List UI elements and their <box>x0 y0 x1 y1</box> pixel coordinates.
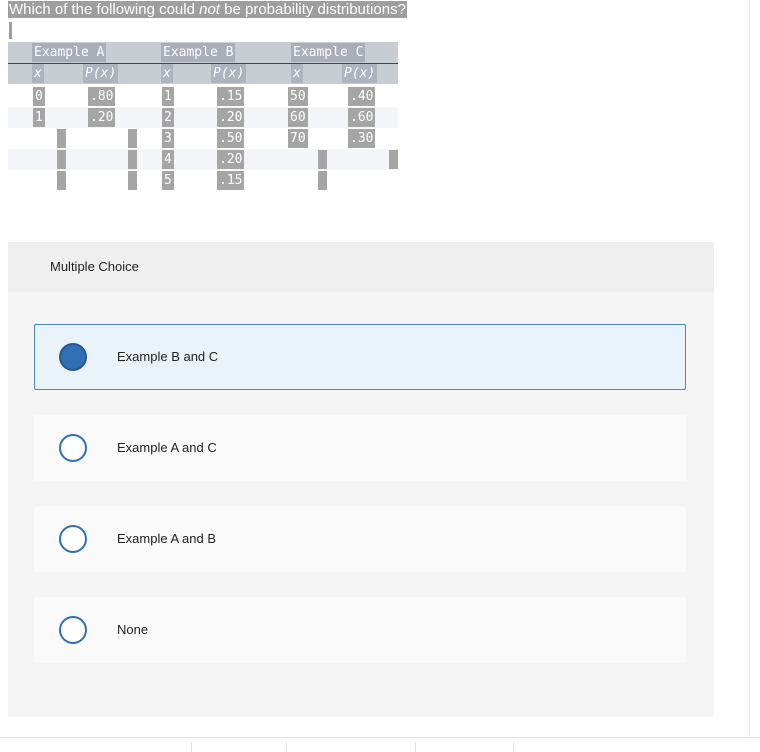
answer-option-none[interactable] <box>34 597 686 663</box>
toolbar-divider <box>415 742 416 752</box>
example-b-x-cell: 1 <box>164 89 172 104</box>
example-b-x-cell: 5 <box>164 173 172 188</box>
probability-distributions-table <box>8 42 398 192</box>
multiple-choice-panel <box>8 242 714 717</box>
toolbar-divider <box>286 742 287 752</box>
example-c-p-cell: .30 <box>350 131 374 146</box>
example-b-p-cell: .20 <box>219 110 243 125</box>
table-stripe <box>8 149 398 170</box>
empty-cell-marker <box>128 150 137 169</box>
empty-cell-marker <box>57 171 66 190</box>
answer-option-label: None <box>117 622 149 637</box>
empty-cell-marker <box>128 129 137 148</box>
example-b-p-cell: .15 <box>219 89 243 104</box>
example-b-p-header: P(x) <box>213 66 245 81</box>
bottom-toolbar <box>0 737 760 752</box>
toolbar-divider <box>191 742 192 752</box>
example-c-p-cell: .60 <box>350 110 374 125</box>
empty-cell-marker <box>318 150 327 169</box>
empty-cell-marker <box>128 171 137 190</box>
example-a-x-cell: 1 <box>35 110 43 125</box>
example-b-x-cell: 2 <box>164 110 172 125</box>
example-c-title: Example C <box>293 45 364 60</box>
question-part-after: be probability distributions? <box>219 1 406 18</box>
radio-button-selected-icon[interactable] <box>59 343 87 371</box>
radio-button-icon[interactable] <box>59 616 87 644</box>
example-c-p-cell: .40 <box>350 89 374 104</box>
example-a-p-cell: .20 <box>90 110 114 125</box>
example-b-x-header: x <box>163 66 171 81</box>
multiple-choice-header <box>8 242 714 292</box>
example-b-p-cell: .50 <box>219 131 243 146</box>
toolbar-divider <box>513 742 514 752</box>
example-a-p-header: P(x) <box>85 66 117 81</box>
multiple-choice-label: Multiple Choice <box>50 259 139 274</box>
example-b-x-cell: 4 <box>164 152 172 167</box>
example-b-title: Example B <box>163 45 234 60</box>
radio-button-icon[interactable] <box>59 525 87 553</box>
question-highlight <box>8 1 407 18</box>
empty-cell-marker <box>318 171 327 190</box>
page-right-edge <box>749 0 760 737</box>
example-b-p-cell: .15 <box>219 173 243 188</box>
empty-cell-marker <box>389 150 398 169</box>
question-emphasis: not <box>199 1 220 18</box>
example-c-x-cell: 60 <box>290 110 306 125</box>
answer-option-a-and-c[interactable] <box>34 415 686 481</box>
question-text <box>8 0 407 19</box>
answer-option-b-and-c[interactable] <box>34 324 686 390</box>
example-a-x-cell: 0 <box>35 89 43 104</box>
example-c-x-cell: 50 <box>290 89 306 104</box>
table-stripe <box>8 107 398 128</box>
text-cursor-marker <box>9 22 12 39</box>
example-a-p-cell: .80 <box>90 89 114 104</box>
answer-option-label: Example B and C <box>117 349 219 364</box>
table-subheader-row <box>8 63 398 84</box>
empty-cell-marker <box>57 129 66 148</box>
example-c-x-cell: 70 <box>290 131 306 146</box>
answer-option-a-and-b[interactable] <box>34 506 686 572</box>
answer-option-label: Example A and C <box>117 440 217 455</box>
example-a-x-header: x <box>34 66 42 81</box>
answer-option-label: Example A and B <box>117 531 217 546</box>
example-b-x-cell: 3 <box>164 131 172 146</box>
example-c-p-header: P(x) <box>344 66 376 81</box>
example-a-title: Example A <box>34 45 105 60</box>
empty-cell-marker <box>57 150 66 169</box>
example-c-x-header: x <box>293 66 301 81</box>
question-part-before: Which of the following could <box>9 1 200 18</box>
radio-button-icon[interactable] <box>59 434 87 462</box>
example-b-p-cell: .20 <box>219 152 243 167</box>
